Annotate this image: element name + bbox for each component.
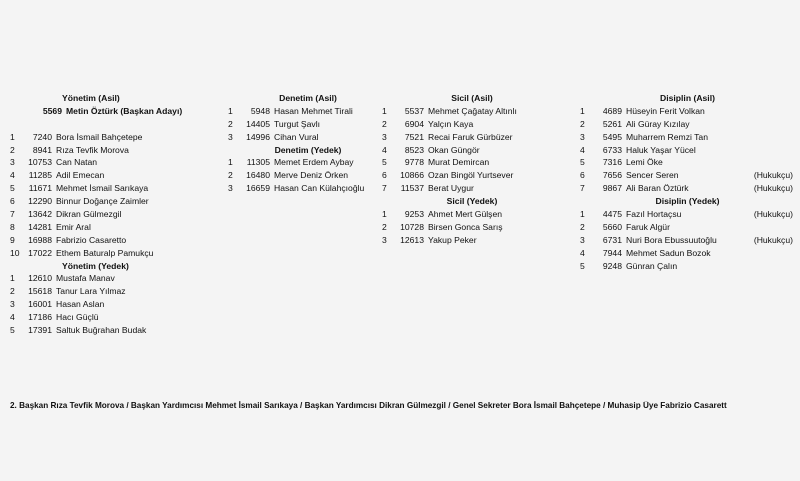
member-note: (Hukukçu) <box>753 234 793 245</box>
member-order: 1 <box>382 209 387 220</box>
member-note: (Hukukçu) <box>753 170 793 181</box>
member-number: 10866 <box>400 170 424 181</box>
member-name: Okan Güngör <box>428 144 480 155</box>
member-order: 2 <box>382 118 387 129</box>
member-row <box>580 260 795 273</box>
member-name: Hüseyin Ferit Volkan <box>626 105 705 116</box>
president-candidate-number: 5569 <box>42 105 62 116</box>
member-row <box>580 131 795 144</box>
member-name: Saltuk Buğrahan Budak <box>56 325 147 336</box>
member-name: Sencer Seren <box>626 170 679 181</box>
member-order: 2 <box>228 170 233 181</box>
member-row <box>10 311 220 324</box>
member-order: 9 <box>10 234 15 245</box>
sicil-yedek-heading: Sicil (Yedek) <box>446 196 498 207</box>
sicil-asil-list <box>382 105 562 195</box>
sicil-yedek-list <box>382 208 562 247</box>
member-number: 14405 <box>246 118 270 129</box>
member-name: Fabrizio Casaretto <box>56 234 127 245</box>
member-order: 10 <box>10 247 20 258</box>
member-number: 7944 <box>602 247 622 258</box>
sicil-asil-heading: Sicil (Asil) <box>451 93 493 103</box>
denetim-asil-list <box>228 105 388 144</box>
member-order: 3 <box>228 131 233 142</box>
member-name: Mustafa Manav <box>56 273 115 284</box>
member-row <box>10 234 220 247</box>
denetim-column <box>228 92 388 195</box>
yonetim-yedek-list <box>10 272 220 336</box>
member-number: 7521 <box>404 131 424 142</box>
member-number: 9253 <box>404 209 424 220</box>
member-row <box>580 156 795 169</box>
member-number: 14281 <box>28 221 52 232</box>
member-number: 8941 <box>32 144 52 155</box>
member-order: 2 <box>10 286 15 297</box>
member-order: 4 <box>10 312 15 323</box>
disiplin-asil-list <box>580 105 795 195</box>
disiplin-yedek-heading: Disiplin (Yedek) <box>655 196 720 207</box>
member-row <box>382 156 562 169</box>
member-number: 17391 <box>28 325 52 336</box>
member-name: Birsen Gonca Sarış <box>428 221 503 232</box>
member-name: Turgut Şavlı <box>274 118 321 129</box>
member-note: (Hukukçu) <box>753 209 793 220</box>
member-number: 9778 <box>404 157 424 168</box>
member-row <box>580 221 795 234</box>
member-row <box>10 169 220 182</box>
member-order: 3 <box>382 131 387 142</box>
member-number: 12610 <box>28 273 52 284</box>
member-row <box>382 221 562 234</box>
member-row <box>580 118 795 131</box>
member-note <box>793 247 795 260</box>
member-order: 7 <box>382 183 387 194</box>
member-number: 17022 <box>28 247 52 258</box>
member-number: 8523 <box>404 144 424 155</box>
member-number: 9867 <box>602 183 622 194</box>
member-note <box>793 144 795 157</box>
member-name: Cihan Vural <box>274 131 319 142</box>
member-row <box>228 169 388 182</box>
member-row <box>10 182 220 195</box>
member-name: Ozan Bingöl Yurtsever <box>428 170 514 181</box>
yonetim-yedek-heading: Yönetim (Yedek) <box>62 260 129 271</box>
member-number: 17186 <box>28 312 52 323</box>
member-number: 16988 <box>28 234 52 245</box>
denetim-yedek-heading: Denetim (Yedek) <box>274 144 342 155</box>
member-order: 4 <box>10 170 15 181</box>
member-order: 3 <box>10 157 15 168</box>
member-row <box>382 118 562 131</box>
disiplin-yedek-list <box>580 208 795 272</box>
member-name: Hacı Güçlü <box>56 312 99 323</box>
member-order: 3 <box>580 234 585 245</box>
member-number: 6904 <box>404 118 424 129</box>
member-number: 5261 <box>602 118 622 129</box>
member-name: Yakup Peker <box>428 234 477 245</box>
member-note <box>793 260 795 273</box>
member-row <box>10 156 220 169</box>
president-candidate-name: Metin Öztürk (Başkan Adayı) <box>66 105 183 116</box>
member-order: 2 <box>580 118 585 129</box>
member-name: Memet Erdem Aybay <box>274 157 354 168</box>
member-row <box>10 195 220 208</box>
member-row <box>10 324 220 337</box>
member-row <box>228 131 388 144</box>
member-order: 6 <box>580 170 585 181</box>
denetim-yedek-list <box>228 156 388 195</box>
member-number: 5495 <box>602 131 622 142</box>
member-order: 3 <box>580 131 585 142</box>
member-row <box>10 144 220 157</box>
member-name: Berat Uygur <box>428 183 474 194</box>
member-order: 5 <box>580 157 585 168</box>
member-order: 1 <box>382 105 387 116</box>
member-number: 10753 <box>28 157 52 168</box>
member-row <box>382 169 562 182</box>
member-number: 16001 <box>28 299 52 310</box>
member-number: 4689 <box>602 105 622 116</box>
member-order: 1 <box>228 105 233 116</box>
member-name: Nuri Bora Ebussuutoğlu <box>626 234 717 245</box>
member-number: 11671 <box>28 183 52 194</box>
member-number: 16480 <box>246 170 270 181</box>
member-name: Murat Demircan <box>428 157 490 168</box>
member-name: Yalçın Kaya <box>428 118 474 129</box>
member-row <box>580 169 795 182</box>
member-row <box>10 285 220 298</box>
member-name: Fazıl Hortaçsu <box>626 209 682 220</box>
yonetim-column <box>10 92 220 337</box>
member-name: Muharrem Remzi Tan <box>626 131 708 142</box>
member-number: 13642 <box>28 209 52 220</box>
member-order: 1 <box>10 273 15 284</box>
member-name: Haluk Yaşar Yücel <box>626 144 696 155</box>
member-name: Ethem Baturalp Pamukçu <box>56 247 154 258</box>
sicil-column <box>382 92 562 247</box>
member-row <box>382 144 562 157</box>
member-order: 4 <box>580 247 585 258</box>
member-order: 4 <box>382 144 387 155</box>
member-order: 7 <box>580 183 585 194</box>
member-order: 1 <box>10 131 15 142</box>
member-name: Rıza Tevfik Morova <box>56 144 129 155</box>
yonetim-asil-list <box>10 131 220 260</box>
member-name: Recai Faruk Gürbüzer <box>428 131 513 142</box>
member-order: 5 <box>10 325 15 336</box>
member-name: Bora İsmail Bahçetepe <box>56 131 143 142</box>
member-name: Ali Güray Kızılay <box>626 118 690 129</box>
member-name: Faruk Algür <box>626 221 670 232</box>
member-order: 5 <box>580 260 585 271</box>
member-name: Mehmet Çağatay Altınlı <box>428 105 517 116</box>
member-row <box>10 272 220 285</box>
member-row <box>228 118 388 131</box>
member-row <box>382 182 562 195</box>
denetim-asil-heading: Denetim (Asil) <box>279 93 337 103</box>
member-number: 7656 <box>602 170 622 181</box>
member-row <box>10 131 220 144</box>
member-row <box>228 105 388 118</box>
member-row <box>10 298 220 311</box>
member-number: 15618 <box>28 286 52 297</box>
member-name: Lemi Öke <box>626 157 663 168</box>
member-number: 5660 <box>602 221 622 232</box>
member-number: 9248 <box>602 260 622 271</box>
member-number: 12613 <box>400 234 424 245</box>
member-name: Hasan Mehmet Tirali <box>274 105 353 116</box>
member-name: Hasan Aslan <box>56 299 105 310</box>
member-note <box>793 118 795 131</box>
member-name: Emir Aral <box>56 221 91 232</box>
member-number: 12290 <box>28 196 52 207</box>
member-order: 7 <box>10 209 15 220</box>
member-number: 10728 <box>400 221 424 232</box>
president-candidate-row <box>10 105 220 118</box>
member-row <box>382 105 562 118</box>
member-row <box>580 105 795 118</box>
member-row <box>228 156 388 169</box>
member-name: Tanur Lara Yılmaz <box>56 286 126 297</box>
member-number: 14996 <box>246 131 270 142</box>
member-note <box>793 221 795 234</box>
member-order: 5 <box>10 183 15 194</box>
member-number: 11285 <box>28 170 52 181</box>
member-number: 4475 <box>602 209 622 220</box>
role-summary-line: 2. Başkan Rıza Tevfik Morova / Başkan Yardımcısı Mehmet İsmail Sarıkaya / Başkan Yardımcısı Dikran Gülmezgil / Genel Sekreter Bora İsmail Bahçetepe / Muhasip Üye Fabrizio Casarett <box>10 401 727 410</box>
disiplin-asil-heading: Disiplin (Asil) <box>660 93 715 103</box>
member-order: 6 <box>382 170 387 181</box>
member-order: 3 <box>228 183 233 194</box>
member-order: 8 <box>10 221 15 232</box>
member-name: Mehmet İsmail Sarıkaya <box>56 183 149 194</box>
member-name: Ali Baran Öztürk <box>626 183 689 194</box>
member-row <box>10 247 220 260</box>
member-number: 5537 <box>404 105 424 116</box>
member-row <box>10 221 220 234</box>
member-name: Dikran Gülmezgil <box>56 209 122 220</box>
member-row <box>580 182 795 195</box>
member-name: Hasan Can Külahçıoğlu <box>274 183 365 194</box>
member-order: 4 <box>580 144 585 155</box>
member-row <box>580 144 795 157</box>
member-order: 6 <box>10 196 15 207</box>
member-name: Mehmet Sadun Bozok <box>626 247 711 258</box>
member-order: 3 <box>382 234 387 245</box>
member-row <box>580 234 795 247</box>
member-number: 11305 <box>246 157 270 168</box>
member-note: (Hukukçu) <box>753 183 793 194</box>
member-number: 5948 <box>250 105 270 116</box>
member-note <box>793 131 795 144</box>
member-name: Ahmet Mert Gülşen <box>428 209 503 220</box>
member-number: 7240 <box>32 131 52 142</box>
member-row <box>580 247 795 260</box>
member-name: Binnur Doğançe Zaimler <box>56 196 149 207</box>
member-row <box>580 208 795 221</box>
disiplin-column <box>580 92 795 272</box>
member-order: 3 <box>10 299 15 310</box>
member-name: Can Natan <box>56 157 98 168</box>
member-order: 1 <box>228 157 233 168</box>
yonetim-asil-heading: Yönetim (Asil) <box>62 93 120 103</box>
member-name: Adil Emecan <box>56 170 105 181</box>
member-note <box>793 156 795 169</box>
member-order: 1 <box>580 105 585 116</box>
member-row <box>382 208 562 221</box>
member-order: 2 <box>580 221 585 232</box>
member-order: 2 <box>228 118 233 129</box>
member-number: 6731 <box>602 234 622 245</box>
member-note <box>793 105 795 118</box>
member-order: 1 <box>580 209 585 220</box>
member-number: 7316 <box>602 157 622 168</box>
member-order: 2 <box>382 221 387 232</box>
member-number: 11537 <box>400 183 424 194</box>
member-number: 6733 <box>602 144 622 155</box>
member-order: 2 <box>10 144 15 155</box>
member-name: Günran Çalın <box>626 260 678 271</box>
member-order: 5 <box>382 157 387 168</box>
member-row <box>382 131 562 144</box>
member-row <box>382 234 562 247</box>
member-row <box>10 208 220 221</box>
member-name: Merve Deniz Örken <box>274 170 349 181</box>
member-number: 16659 <box>246 183 270 194</box>
member-row <box>228 182 388 195</box>
